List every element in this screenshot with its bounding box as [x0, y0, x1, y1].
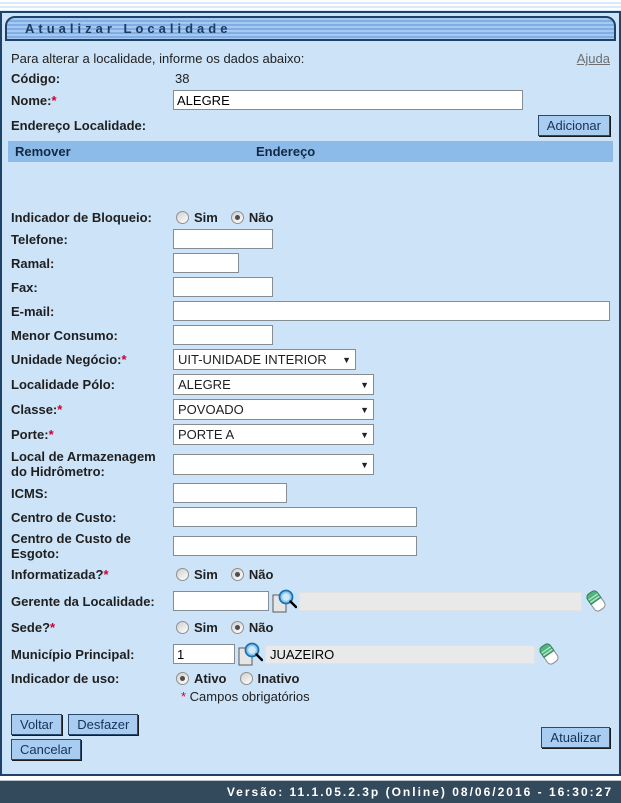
chevron-down-icon: ▼: [360, 430, 369, 440]
required-note-text: Campos obrigatórios: [189, 689, 310, 704]
icms-label: ICMS:: [11, 485, 48, 501]
municipio-codigo-input[interactable]: [173, 644, 235, 664]
sede-nao-label: Não: [248, 620, 274, 635]
gerente-nome-readonly: [299, 592, 582, 611]
help-link[interactable]: Ajuda: [576, 51, 610, 66]
menor-consumo-input[interactable]: [173, 325, 273, 345]
unidade-negocio-row: [2, 347, 619, 372]
page-title-text: Atualizar Localidade: [25, 21, 232, 36]
atualizar-button[interactable]: Atualizar: [541, 727, 610, 748]
classe-label: Classe:*: [11, 402, 63, 417]
municipio-lookup-button[interactable]: [235, 641, 265, 667]
localidade-polo-label: Localidade Pólo:: [11, 377, 116, 392]
ramal-label: Ramal:: [11, 255, 55, 271]
cancelar-button[interactable]: Cancelar: [11, 739, 81, 760]
email-label: E-mail:: [11, 303, 55, 319]
version-footer: [0, 781, 621, 803]
local-armazenagem-label: Local de Armazenagem do Hidrômetro:: [11, 449, 156, 479]
gerente-localidade-label: Gerente da Localidade:: [11, 593, 155, 609]
ramal-row: [2, 251, 619, 275]
desfazer-button[interactable]: Desfazer: [68, 714, 138, 735]
email-input[interactable]: [173, 301, 610, 321]
form-actions: [2, 712, 619, 774]
indicador-uso-row: [2, 669, 619, 688]
nome-input[interactable]: [173, 90, 523, 110]
sede-sim-label: Sim: [194, 620, 218, 635]
email-row: [2, 299, 619, 323]
icms-input[interactable]: [173, 483, 287, 503]
fax-input[interactable]: [173, 277, 273, 297]
required-fields-note: * Campos obrigatórios: [181, 689, 310, 704]
unidade-negocio-label: Unidade Negócio:*: [11, 352, 127, 367]
informatizada-sim-radio[interactable]: [176, 568, 189, 581]
centro-custo-row: [2, 505, 619, 529]
unidade-negocio-select[interactable]: UIT-UNIDADE INTERIOR ▼: [173, 349, 356, 370]
document-magnifier-icon: [271, 588, 297, 614]
porte-label: Porte:*: [11, 427, 54, 442]
classe-select[interactable]: POVOADO ▼: [173, 399, 374, 420]
sede-sim-radio[interactable]: [176, 621, 189, 634]
page-top-stripes: [0, 0, 621, 11]
centro-custo-input[interactable]: [173, 507, 417, 527]
ramal-input[interactable]: [173, 253, 239, 273]
classe-row: [2, 397, 619, 422]
adicionar-button[interactable]: Adicionar: [538, 115, 610, 136]
uso-ativo-radio[interactable]: [176, 672, 189, 685]
telefone-input[interactable]: [173, 229, 273, 249]
municipio-erase-button[interactable]: [535, 641, 563, 667]
nome-label: Nome:*: [11, 92, 57, 108]
sede-label: Sede?*: [11, 620, 56, 635]
chevron-down-icon: ▼: [360, 459, 369, 470]
chevron-down-icon: ▼: [360, 380, 369, 390]
uso-ativo-label: Ativo: [194, 671, 227, 686]
nome-row: [2, 88, 619, 112]
localidade-polo-select[interactable]: ALEGRE ▼: [173, 374, 374, 395]
codigo-value: 38: [175, 71, 190, 86]
chevron-down-icon: ▼: [342, 355, 351, 365]
version-text: Versão: 11.1.05.2.3p (Online) 08/06/2016 - 16:30:27: [226, 785, 613, 799]
endereco-localidade-label: Endereço Localidade:: [11, 118, 147, 133]
voltar-button[interactable]: Voltar: [11, 714, 62, 735]
gerente-lookup-button[interactable]: [269, 588, 299, 614]
porte-select[interactable]: PORTE A ▼: [173, 424, 374, 445]
codigo-row: [2, 69, 619, 88]
indicador-bloqueio-label: Indicador de Bloqueio:: [11, 210, 152, 225]
gerente-codigo-input[interactable]: [173, 591, 269, 611]
page-title: [5, 16, 616, 41]
informatizada-sim-label: Sim: [194, 567, 218, 582]
centro-custo-label: Centro de Custo:: [11, 509, 117, 525]
atualizar-localidade-form: [0, 11, 621, 776]
chevron-down-icon: ▼: [360, 405, 369, 415]
informatizada-nao-radio[interactable]: [231, 568, 244, 581]
fax-label: Fax:: [11, 279, 38, 295]
local-armazenagem-select[interactable]: [173, 454, 374, 475]
centro-custo-esgoto-label: Centro de Custo de Esgoto:: [11, 531, 131, 561]
localidade-polo-row: [2, 372, 619, 397]
centro-custo-esgoto-input[interactable]: [173, 536, 417, 556]
bloqueio-sim-label: Sim: [194, 210, 218, 225]
endereco-column-header: Endereço: [256, 144, 316, 159]
municipio-nome-readonly: JUAZEIRO: [265, 645, 535, 664]
bloqueio-nao-label: Não: [248, 210, 274, 225]
local-armazenagem-row: [2, 447, 619, 481]
uso-inativo-radio[interactable]: [240, 672, 253, 685]
telefone-row: [2, 227, 619, 251]
endereco-localidade-row: [2, 112, 619, 138]
codigo-label: Código:: [11, 71, 61, 86]
menor-consumo-label: Menor Consumo:: [11, 327, 118, 343]
informatizada-label: Informatizada?*: [11, 567, 109, 582]
endereco-table-header: [8, 141, 613, 162]
eraser-icon: [584, 588, 608, 614]
document-magnifier-icon: [237, 641, 263, 667]
informatizada-nao-label: Não: [248, 567, 274, 582]
centro-custo-esgoto-row: [2, 529, 619, 563]
informatizada-row: [2, 563, 619, 586]
gerente-erase-button[interactable]: [582, 588, 610, 614]
municipio-principal-label: Município Principal:: [11, 646, 135, 662]
telefone-label: Telefone:: [11, 231, 68, 247]
instruction-text: Para alterar a localidade, informe os dados abaixo:: [11, 51, 305, 66]
sede-nao-radio[interactable]: [231, 621, 244, 634]
menor-consumo-row: [2, 323, 619, 347]
indicador-uso-label: Indicador de uso:: [11, 671, 120, 686]
municipio-principal-row: [2, 639, 619, 669]
remover-column-header: Remover: [15, 144, 71, 159]
fax-row: [2, 275, 619, 299]
bloqueio-sim-radio[interactable]: [176, 211, 189, 224]
indicador-bloqueio-row: [2, 208, 619, 227]
endereco-table-body: [2, 162, 619, 208]
uso-inativo-label: Inativo: [257, 671, 300, 686]
bloqueio-nao-radio[interactable]: [231, 211, 244, 224]
gerente-localidade-row: [2, 586, 619, 616]
sede-row: [2, 616, 619, 639]
eraser-icon: [537, 641, 561, 667]
icms-row: [2, 481, 619, 505]
porte-row: [2, 422, 619, 447]
